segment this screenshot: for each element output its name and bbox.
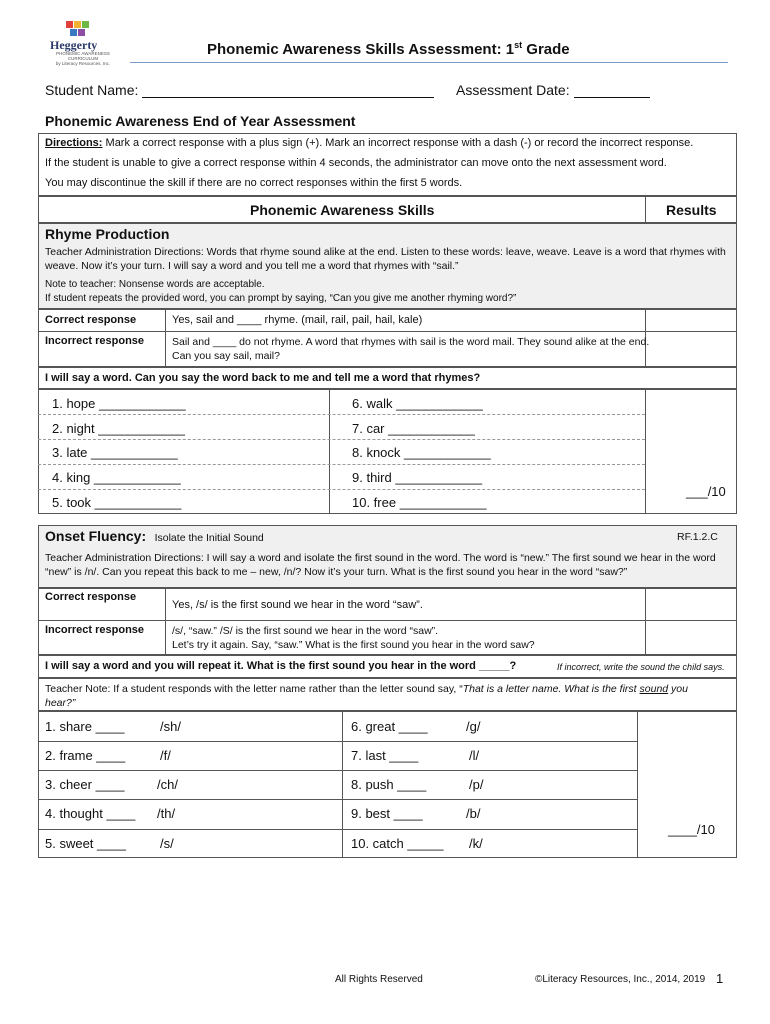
rhyme-item[interactable]: 6. walk ____________ bbox=[352, 396, 483, 411]
rhyme-item[interactable]: 7. car ____________ bbox=[352, 421, 475, 436]
rhyme-correct-label: Correct response bbox=[45, 314, 137, 326]
onset-title-row: Onset Fluency: Isolate the Initial Sound bbox=[45, 528, 264, 544]
assessment-date-field[interactable]: Assessment Date: bbox=[456, 82, 650, 98]
footer-rights: All Rights Reserved bbox=[335, 974, 423, 985]
directions-line1: Directions: Mark a correct response with a plus sign (+). Mark an incorrect response with a dash (-) or record the incorrect response. bbox=[45, 137, 694, 149]
rhyme-note-line1: Note to teacher: Nonsense words are acceptable. bbox=[45, 279, 265, 290]
logo-name: Heggerty bbox=[50, 38, 98, 52]
skills-header: Phonemic Awareness Skills bbox=[250, 202, 435, 218]
onset-word[interactable]: 1. share ____ bbox=[45, 719, 125, 734]
eoy-title: Phonemic Awareness End of Year Assessment bbox=[45, 113, 356, 129]
onset-score[interactable]: ____/10 bbox=[668, 822, 715, 837]
onset-prompt: I will say a word and you will repeat it. What is the first sound you hear in the word _____? bbox=[45, 660, 517, 672]
rhyme-item[interactable]: 9. third ____________ bbox=[352, 470, 483, 485]
onset-teacher-note-line2: hear?” bbox=[45, 697, 76, 709]
rhyme-prompt: I will say a word. Can you say the word back to me and tell me a word that rhymes? bbox=[45, 372, 481, 384]
onset-correct-text: Yes, /s/ is the first sound we hear in the word “saw”. bbox=[172, 599, 423, 611]
onset-teacher-note-line1: Teacher Note: If a student responds with the letter name rather than the letter sound say, “That is a letter name. What is the first sound you bbox=[45, 683, 688, 695]
logo-tagline: PHONEMIC AWARENESS CURRICULUM by Literacy Resources, Inc. bbox=[55, 51, 111, 66]
rhyme-incorrect-line2: Can you say sail, mail? bbox=[172, 350, 280, 362]
logo-icon bbox=[66, 21, 90, 39]
onset-sound: /s/ bbox=[160, 836, 174, 851]
rhyme-item[interactable]: 8. knock ____________ bbox=[352, 445, 491, 460]
onset-incorrect-line2: Let’s try it again. Say, “saw.” What is the first sound you hear in the word saw? bbox=[172, 639, 535, 651]
rhyme-item[interactable]: 5. took ____________ bbox=[52, 495, 182, 510]
rhyme-item[interactable]: 10. free ____________ bbox=[352, 495, 487, 510]
footer-copyright: ©Literacy Resources, Inc., 2014, 2019 bbox=[535, 974, 706, 985]
page-title: Phonemic Awareness Skills Assessment: 1st Grade bbox=[207, 40, 570, 58]
rhyme-score[interactable]: ___/10 bbox=[686, 484, 726, 499]
onset-sound: /f/ bbox=[160, 748, 171, 763]
onset-admin-line2: “new” is /n/. Can you repeat this back to me – new, /n/? Now it’s your turn. What is the first sound you hear in the word “saw?” bbox=[45, 566, 628, 578]
onset-word[interactable]: 7. last ____ bbox=[351, 748, 419, 763]
rhyme-incorrect-line1: Sail and ____ do not rhyme. A word that rhymes with sail is the word mail. They sound alike at the end. bbox=[172, 336, 650, 348]
rhyme-incorrect-label: Incorrect response bbox=[45, 335, 145, 347]
directions-line3: You may discontinue the skill if there are no correct responses within the first 5 words. bbox=[45, 177, 463, 189]
onset-word[interactable]: 10. catch _____ bbox=[351, 836, 444, 851]
onset-sound: /k/ bbox=[469, 836, 483, 851]
header-rule bbox=[130, 62, 728, 63]
onset-prompt-note: If incorrect, write the sound the child says. bbox=[557, 662, 725, 672]
rhyme-item[interactable]: 3. late ____________ bbox=[52, 445, 178, 460]
onset-word[interactable]: 8. push ____ bbox=[351, 777, 427, 792]
onset-incorrect-label: Incorrect response bbox=[45, 624, 145, 636]
onset-word[interactable]: 5. sweet ____ bbox=[45, 836, 126, 851]
rhyme-item[interactable]: 2. night ____________ bbox=[52, 421, 186, 436]
onset-standard: RF.1.2.C bbox=[677, 531, 718, 543]
onset-correct-label: Correct response bbox=[45, 591, 137, 603]
rhyme-item[interactable]: 1. hope ____________ bbox=[52, 396, 186, 411]
rhyme-title: Rhyme Production bbox=[45, 226, 170, 242]
onset-sound: /l/ bbox=[469, 748, 480, 763]
onset-word[interactable]: 2. frame ____ bbox=[45, 748, 126, 763]
onset-incorrect-line1: /s/, “saw.” /S/ is the first sound we hear in the word “saw”. bbox=[172, 625, 439, 637]
results-header: Results bbox=[666, 202, 717, 218]
onset-word[interactable]: 9. best ____ bbox=[351, 806, 423, 821]
onset-sound: /ch/ bbox=[157, 777, 178, 792]
page-number: 1 bbox=[716, 971, 724, 986]
rhyme-admin-line2: weave. Now it’s your turn. I will say a word and you tell me a word that rhymes with “sail.” bbox=[45, 260, 459, 272]
onset-word[interactable]: 6. great ____ bbox=[351, 719, 428, 734]
rhyme-correct-text: Yes, sail and ____ rhyme. (mail, rail, pail, hail, kale) bbox=[172, 314, 423, 326]
onset-sound: /th/ bbox=[157, 806, 176, 821]
rhyme-note-line2: If student repeats the provided word, you can prompt by saying, “Can you give me another rhyming word?” bbox=[45, 293, 517, 304]
onset-sound: /g/ bbox=[466, 719, 481, 734]
directions-line2: If the student is unable to give a correct response within 4 seconds, the administrator can move onto the next assessment word. bbox=[45, 157, 667, 169]
student-name-field[interactable]: Student Name: bbox=[45, 82, 434, 98]
onset-admin-line1: Teacher Administration Directions: I will say a word and isolate the first sound in the word. The word is “new.” The first sound we hear in the word bbox=[45, 552, 716, 564]
onset-word[interactable]: 3. cheer ____ bbox=[45, 777, 125, 792]
rhyme-admin-line1: Teacher Administration Directions: Words that rhyme sound alike at the end. Listen to these words: leave, weave. Leave is a word that rhymes with bbox=[45, 246, 726, 258]
onset-sound: /p/ bbox=[469, 777, 484, 792]
rhyme-item[interactable]: 4. king ____________ bbox=[52, 470, 181, 485]
onset-word[interactable]: 4. thought ____ bbox=[45, 806, 136, 821]
onset-sound: /sh/ bbox=[160, 719, 181, 734]
onset-sound: /b/ bbox=[466, 806, 481, 821]
